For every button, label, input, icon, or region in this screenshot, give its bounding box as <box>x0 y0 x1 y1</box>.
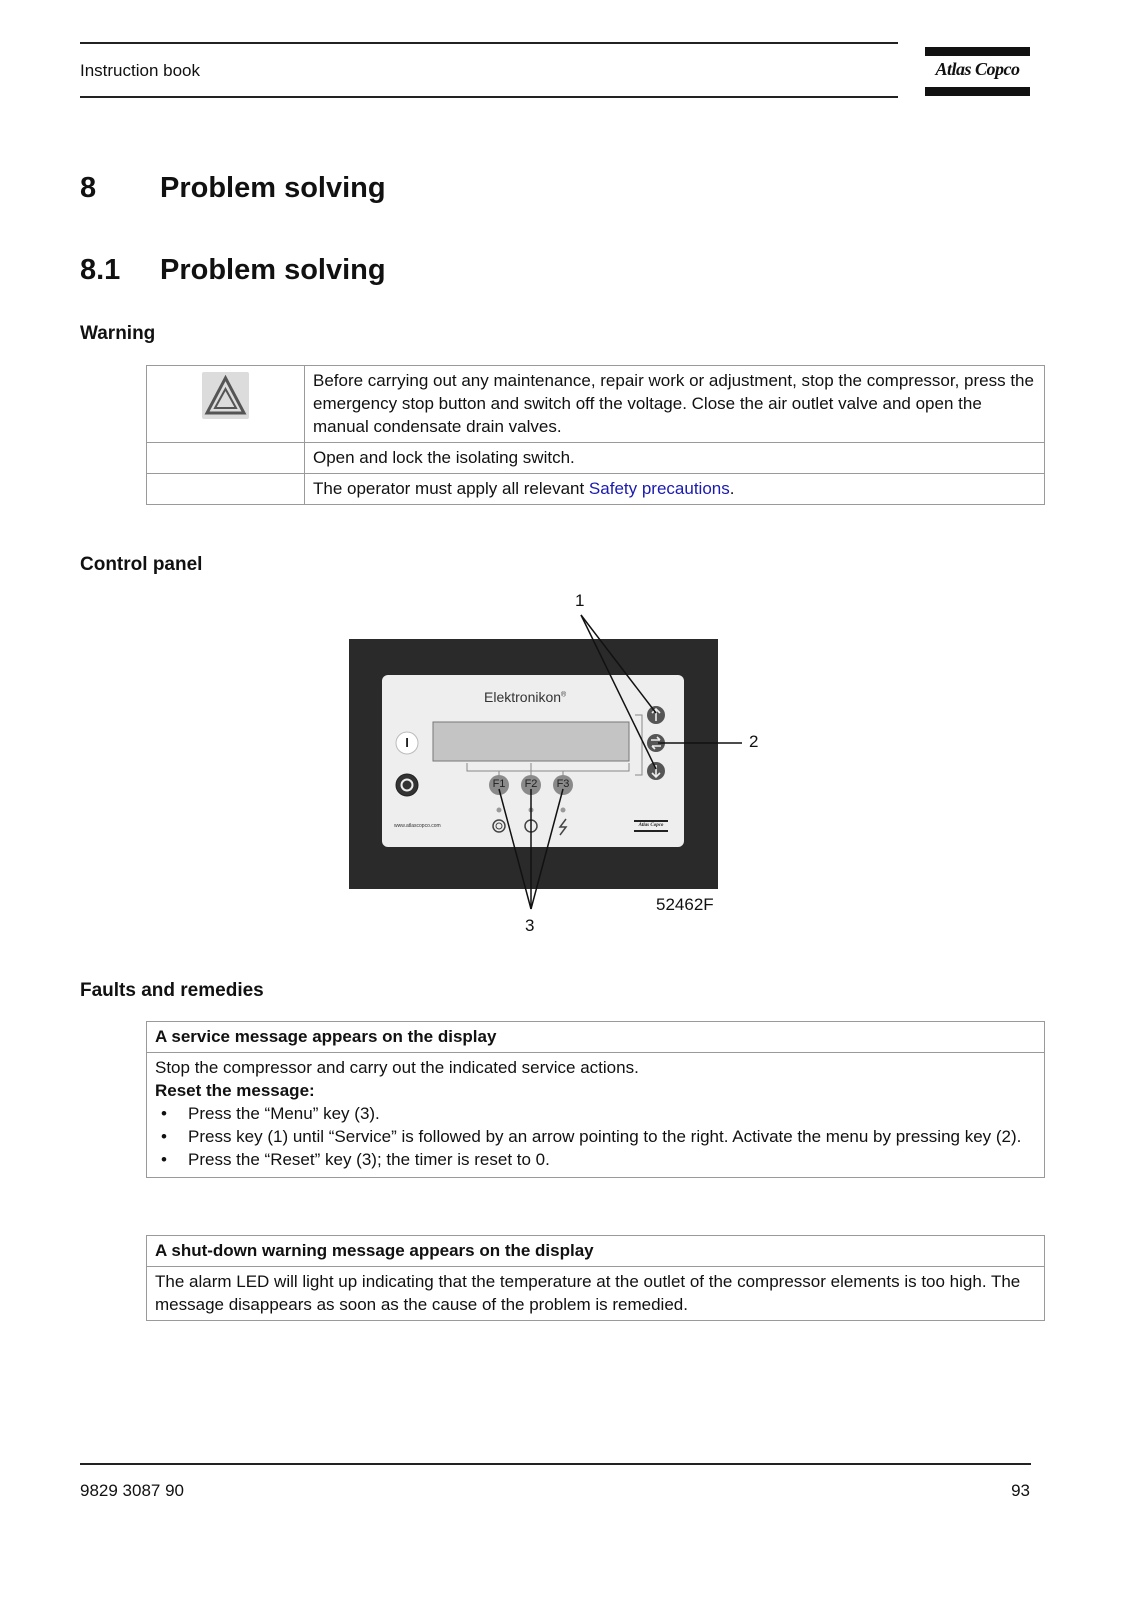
warning-table <box>146 365 1045 505</box>
header-bottom-rule <box>80 96 898 98</box>
callout-3: 3 <box>525 916 535 935</box>
document-number: 9829 3087 90 <box>80 1481 184 1500</box>
panel-brand: Elektronikon® <box>484 689 567 705</box>
service-intro: Stop the compressor and carry out the indicated service actions. <box>155 1058 639 1077</box>
control-panel-drawing <box>340 585 780 945</box>
reset-label: Reset the message: <box>155 1081 315 1100</box>
reset-steps <box>155 1102 1036 1171</box>
service-message-title: A service message appears on the display <box>147 1022 1045 1053</box>
section-heading <box>80 254 680 290</box>
warning-row <box>147 474 1045 505</box>
chapter-heading <box>80 172 680 208</box>
callout-2: 2 <box>749 732 759 751</box>
function-key-f1: F1 <box>492 778 506 790</box>
section-title: Problem solving <box>160 254 386 286</box>
list-item: • Press the “Menu” key (3). <box>155 1102 1036 1125</box>
warning-row <box>147 443 1045 474</box>
warning-triangle-icon <box>202 372 249 419</box>
control-panel-heading: Control panel <box>80 554 203 575</box>
section-number: 8.1 <box>80 254 121 286</box>
control-panel-figure <box>340 585 780 945</box>
list-item: • Press the “Reset” key (3); the timer is reset to 0. <box>155 1148 1036 1171</box>
chapter-title: Problem solving <box>160 172 386 204</box>
footer-rule <box>80 1463 1031 1465</box>
warning-text-3: The operator must apply all relevant Safety precautions. <box>305 474 1045 505</box>
warning-heading: Warning <box>80 323 156 344</box>
service-message-table <box>146 1021 1045 1178</box>
document-title: Instruction book <box>80 61 201 80</box>
warning-text-2: Open and lock the isolating switch. <box>305 443 1045 474</box>
warning-row <box>147 366 1045 443</box>
start-key-label: I <box>405 735 409 750</box>
service-message-body <box>147 1053 1045 1178</box>
panel-logo: Atlas Copco <box>638 823 664 828</box>
shutdown-warning-title: A shut-down warning message appears on the display <box>147 1236 1045 1267</box>
function-key-f2: F2 <box>524 778 538 790</box>
shutdown-warning-table <box>146 1235 1045 1321</box>
panel-website: www.atlascopco.com <box>394 823 441 829</box>
warning-icon-cell <box>147 366 305 443</box>
function-key-f3: F3 <box>556 778 570 790</box>
chapter-number: 8 <box>80 172 97 204</box>
faults-heading: Faults and remedies <box>80 980 264 1001</box>
atlas-copco-logo <box>925 47 1030 98</box>
logo-text: Atlas Copco <box>935 59 1020 79</box>
shutdown-warning-body: The alarm LED will light up indicating that the temperature at the outlet of the compressor elements is too high. The message disappears as soon as the cause of the problem is remedied. <box>147 1267 1045 1321</box>
warning-text-1: Before carrying out any maintenance, repair work or adjustment, stop the compressor, press the emergency stop button and switch off the voltage. Close the air outlet valve and open the manual condensate drain valves. <box>305 366 1045 443</box>
safety-precautions-link[interactable]: Safety precautions <box>588 479 730 498</box>
header-top-rule <box>80 42 898 44</box>
figure-code: 52462F <box>656 895 714 914</box>
page-number: 93 <box>1011 1481 1030 1500</box>
list-item: • Press key (1) until “Service” is followed by an arrow pointing to the right. Activate the menu by pressing key (2). <box>155 1125 1036 1148</box>
callout-1: 1 <box>575 591 585 610</box>
